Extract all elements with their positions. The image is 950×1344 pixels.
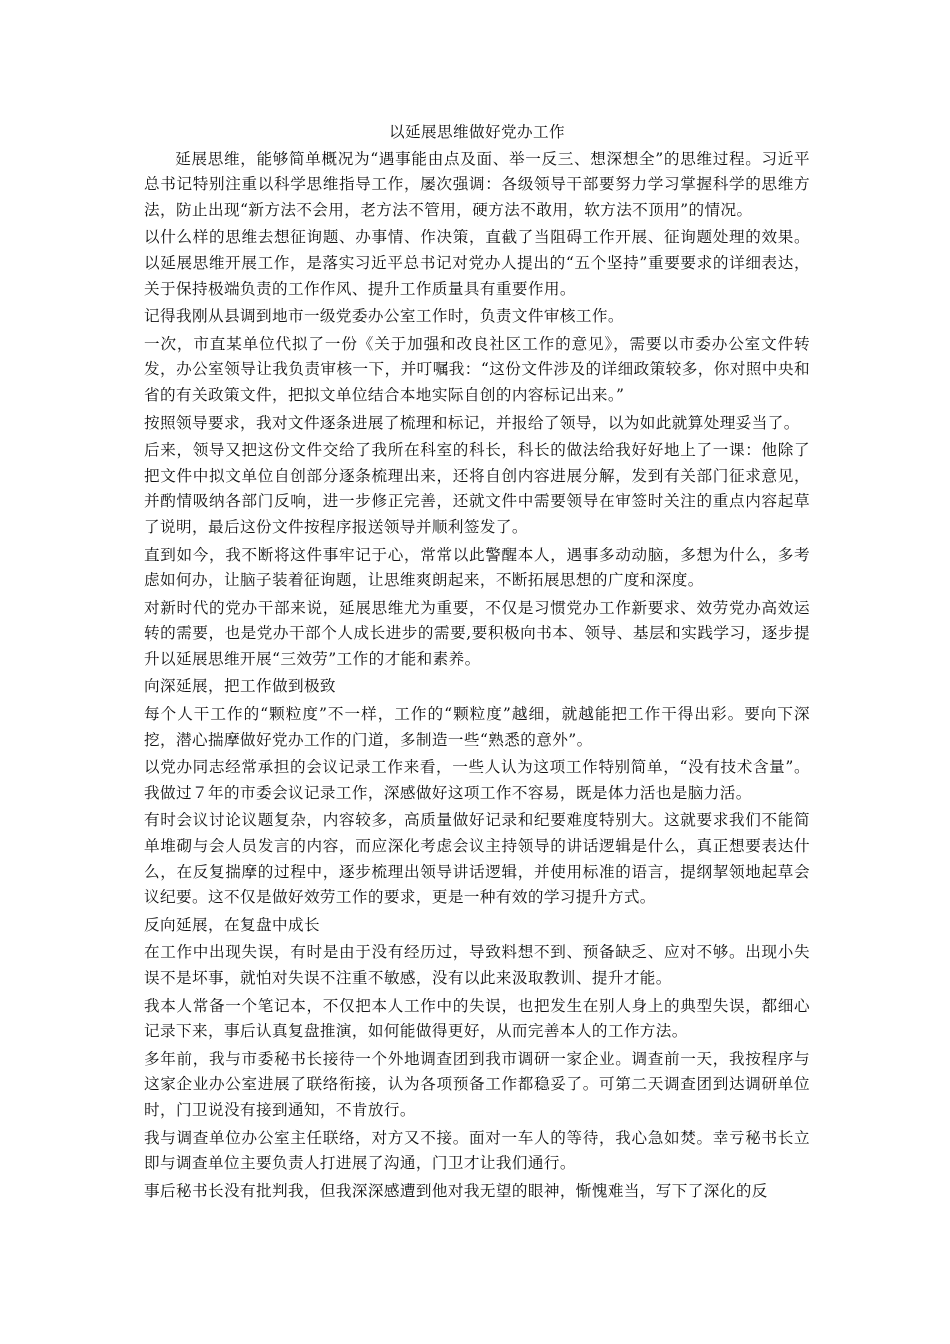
paragraph: 多年前，我与市委秘书长接待一个外地调查团到我市调研一家企业。调查前一天，我按程序与这家企业办公室进展了联络衔接，认为各项预备工作都稳妥了。可第二天调查团到达调研单位时，门卫说没有接到通知，不肯放行。: [144, 1049, 810, 1119]
paragraph: 直到如今，我不断将这件事牢记于心，常常以此警醒本人，遇事多动动脑，多想为什么，多考虑如何办，让脑子装着征询题，让思维爽朗起来，不断拓展思想的广度和深度。: [144, 545, 810, 590]
paragraph: 后来，领导又把这份文件交给了我所在科室的科长，科长的做法给我好好地上了一课：他除了把文件中拟文单位自创部分逐条梳理出来，还将自创内容进展分解，发到有关部门征求意见，并酌情吸纳各部门反响，进一步修正完善，还就文件中需要领导在审签时关注的重点内容起草了说明，最后这份文件按程序报送领导并顺利签发了。: [144, 441, 810, 536]
paragraph: 一次，市直某单位代拟了一份《关于加强和改良社区工作的意见》，需要以市委办公室文件转发，办公室领导让我负责审核一下，并叮嘱我：“这份文件涉及的详细政策较多，你对照中央和省的有关政策文件，把拟文单位结合本地实际自创的内容标记出来。”: [144, 334, 810, 404]
document-title: 以延展思维做好党办工作: [389, 123, 565, 141]
paragraph: 记得我刚从县调到地市一级党委办公室工作时，负责文件审核工作。: [144, 307, 624, 326]
paragraph: 每个人干工作的“颗粒度”不一样，工作的“颗粒度”越细，就越能把工作干得出彩。要向下深挖，潜心揣摩做好党办工作的门道，多制造一些“熟悉的意外”。: [144, 705, 810, 749]
paragraph: 我本人常备一个笔记本，不仅把本人工作中的失误，也把发生在别人身上的典型失误，都细心记录下来，事后认真复盘推演，如何能做得更好，从而完善本人的工作方法。: [144, 996, 810, 1041]
paragraph: 延展思维，能够简单概况为“遇事能由点及面、举一反三、想深想全”的思维过程。习近平总书记特别注重以科学思维指导工作，屡次强调：各级领导干部要努力学习掌握科学的思维方法，防止出现“新方法不会用，老方法不管用，硬方法不敢用，软方法不顶用”的情况。: [144, 149, 810, 219]
section-heading: 反向延展，在复盘中成长: [144, 915, 320, 934]
paragraph: 我与调查单位办公室主任联络，对方又不接。面对一车人的等待，我心急如焚。幸亏秘书长立即与调查单位主要负责人打进展了沟通，门卫才让我们通行。: [144, 1128, 810, 1173]
paragraph: 事后秘书长没有批判我，但我深深感遭到他对我无望的眼神，惭愧难当，写下了深化的反: [144, 1181, 768, 1200]
paragraph: 以什么样的思维去想征询题、办事情、作决策，直截了当阻碍工作开展、征询题处理的效果。以延展思维开展工作，是落实习近平总书记对党办人提出的“五个坚持”重要要求的详细表达，关于保持极端负责的工作作风、提升工作质量具有重要作用。: [144, 228, 810, 298]
document-page: [144, 120, 810, 1206]
paragraph: 以党办同志经常承担的会议记录工作来看，一些人认为这项工作特别简单，“没有技术含量”。我做过７年的市委会议记录工作，深感做好这项工作不容易，既是体力活也是脑力活。: [144, 758, 810, 802]
section-heading: 向深延展，把工作做到极致: [144, 677, 336, 696]
paragraph: 有时会议讨论议题复杂，内容较多，高质量做好记录和纪要难度特别大。这就要求我们不能简单堆砌与会人员发言的内容，而应深化考虑会议主持领导的讲话逻辑是什么，真正想要表达什么，在反复揣摩的过程中，逐步梳理出领导讲话逻辑，并使用标准的语言，提纲挈领地起草会议纪要。这不仅是做好效劳工作的要求，更是一种有效的学习提升方式。: [144, 811, 810, 907]
paragraph: 在工作中出现失误，有时是由于没有经历过，导致料想不到、预备缺乏、应对不够。出现小失误不是坏事，就怕对失误不注重不敏感，没有以此来汲取教训、提升才能。: [144, 943, 810, 987]
paragraph: 按照领导要求，我对文件逐条进展了梳理和标记，并报给了领导，以为如此就算处理妥当了。: [144, 413, 800, 432]
paragraph: 对新时代的党办干部来说，延展思维尤为重要，不仅是习惯党办工作新要求、效劳党办高效运转的需要，也是党办干部个人成长进步的需要,要积极向书本、领导、基层和实践学习，逐步提升以延展思维开展“三效劳”工作的才能和素养。: [144, 598, 810, 668]
